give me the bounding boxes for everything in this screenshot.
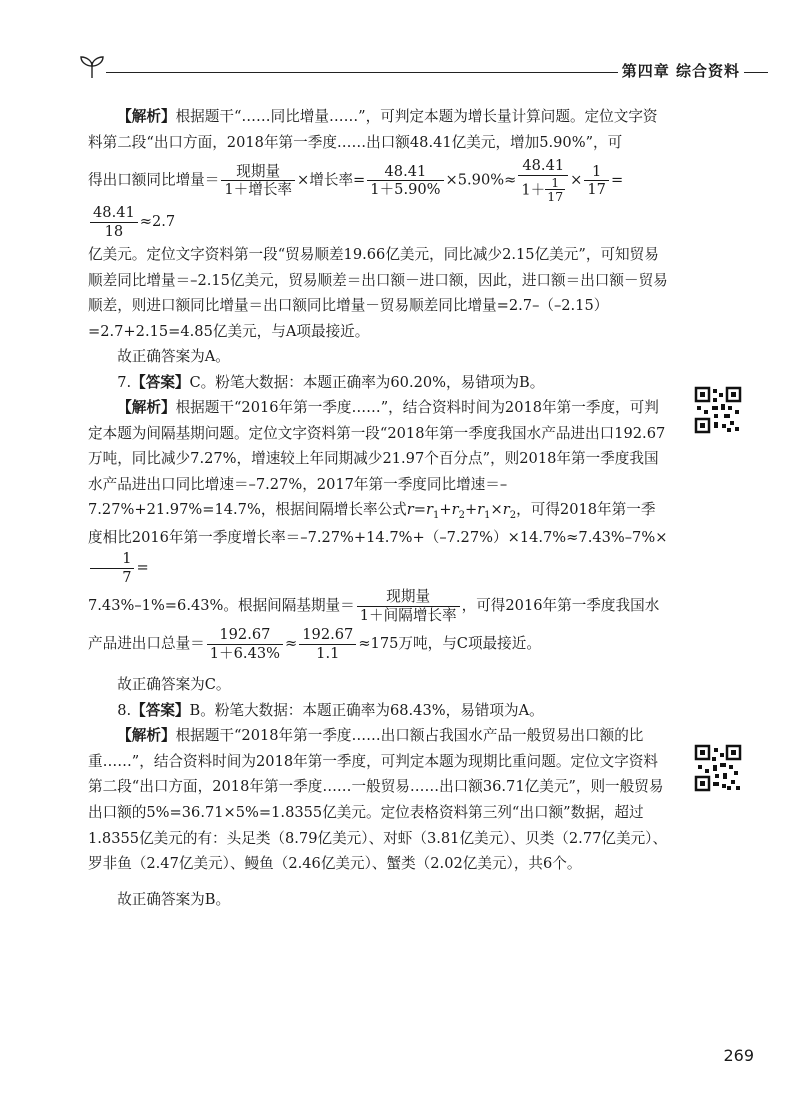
page-header [78, 52, 768, 92]
analysis-label: 【解析】 [117, 727, 176, 745]
conclusion-7: 故正确答案为C。 [117, 676, 231, 694]
fraction: $\frac{1}{17}$ [584, 163, 609, 199]
formula-line-7a: 7.43%–1%=6.43%。根据间隔基期量＝ $\frac{\text{现期量}}{\text{1＋间隔增长率}}$ ，可得2016年第一季度我国水 [88, 588, 660, 624]
header-rule-tail [744, 72, 768, 73]
answer-label: 【答案】 [131, 373, 190, 391]
fraction: $\frac{192.67}{1.1}$ [299, 626, 356, 662]
qr-code-icon[interactable] [694, 744, 742, 792]
analysis-label: 【解析】 [117, 399, 176, 417]
analysis-label: 【解析】 [117, 108, 176, 125]
nested-fraction: 48.41 1＋ $\frac{1}{17}$ [518, 157, 568, 204]
chapter-title: 第四章 综合资料 [621, 62, 740, 80]
answer-8: 8.【答案】B。粉笔大数据：本题正确率为68.43%，易错项为A。 [117, 701, 544, 719]
analysis-paragraph-6: 【解析】根据题干“……同比增量……”，可判定本题为增长量计算问题。定位文字资料第二段“出口方面，2018年第一季度……出口额48.41亿美元，增加5.90%”，可 [88, 108, 658, 151]
analysis-paragraph-8: 【解析】根据题干“2018年第一季度……出口额占我国水产品一般贸易出口额的比重……”，结合资料时间为2018年第一季度，可判定本题为现期比重问题。定位文字资料第二段“出口方面，2018年第一季度……一般贸易……出口额36.71亿美元”，则一般贸易出口额的5%=36.71×5%=1.8355亿美元。定位表格资料第三列“出口额”数据，超过1.8355亿美元的有：头足类（8.79亿美元）、对虾（3.81亿美元）、贝类（2.77亿美元）、罗非鱼（2.47亿美元）、鳗鱼（2.46亿美元）、蟹类（2.02亿美元），共6个。 [88, 727, 668, 873]
formula-line-7b: 产品进出口总量＝ $\frac{192.67}{1+6.43\%}$ ≈ $\frac{192.67}{1.1}$ ≈175万吨，与C项最接近。 [88, 626, 541, 662]
fraction: $\frac{192.67}{1+6.43\%}$ [207, 626, 283, 662]
leaf-logo-icon [78, 52, 106, 82]
fraction: $\frac{1}{7}$ [90, 550, 134, 586]
answer-7: 7.【答案】C。粉笔大数据：本题正确率为60.20%，易错项为B。 [117, 373, 545, 391]
formula-line-6: 得出口额同比增量＝ $\frac{\text{现期量}}{\text{1＋增长率}}$ ×增长率= $\frac{48.41}{1+5.90\%}$ ×5.90%≈ 48.41 1＋ $\frac{1}{17}$ × $\frac{1}{17}$ = $\frac{48.41}{18}$ ≈2.7 [88, 157, 624, 240]
fraction: $\frac{\text{现期量}}{\text{1＋间隔增长率}}$ [357, 588, 460, 624]
analysis-paragraph-7: 【解析】根据题干“2016年第一季度……”，结合资料时间为2018年第一季度，可判定本题为间隔基期问题。定位文字资料第一段“2018年第一季度我国水产品进出口192.67万吨，同比减少7.27%，增速较上年同期减少21.97个百分点”，则2018年第一季度我国水产品进出口同比增速＝–7.27%，2017年第一季度同比增速＝–7.27%+21.97%=14.7%，根据间隔增长率公式$r=r_1+r_2+r_1\times r_2$，可得2018年第一季度相比2016年第一季度增长率＝–7.27%+14.7%+（–7.27%）×14.7%≈7.43%–7%× $\frac{1}{7}$ = [88, 399, 668, 586]
conclusion-6: 故正确答案为A。 [117, 348, 230, 366]
page-content [88, 104, 668, 912]
fraction: $\frac{\text{现期量}}{\text{1＋增长率}}$ [221, 163, 295, 199]
analysis-paragraph-6-cont: 亿美元。定位文字资料第一段“贸易顺差19.66亿美元，同比减少2.15亿美元”，可知贸易顺差同比增量＝–2.15亿美元，贸易顺差＝出口额－进口额，因此，进口额＝出口额－贸易顺差，则进口额同比增量＝出口额同比增量－贸易顺差同比增量=2.7–（–2.15）=2.7+2.15=4.85亿美元，与A项最接近。 [88, 246, 668, 340]
fraction: $\frac{48.41}{1+5.90\%}$ [367, 163, 443, 199]
fraction: $\frac{48.41}{18}$ [90, 204, 138, 240]
conclusion-8: 故正确答案为B。 [117, 890, 231, 908]
page-number: 269 [723, 1046, 754, 1065]
qr-code-icon[interactable] [694, 386, 742, 434]
answer-label: 【答案】 [131, 701, 190, 719]
header-rule [106, 72, 618, 73]
